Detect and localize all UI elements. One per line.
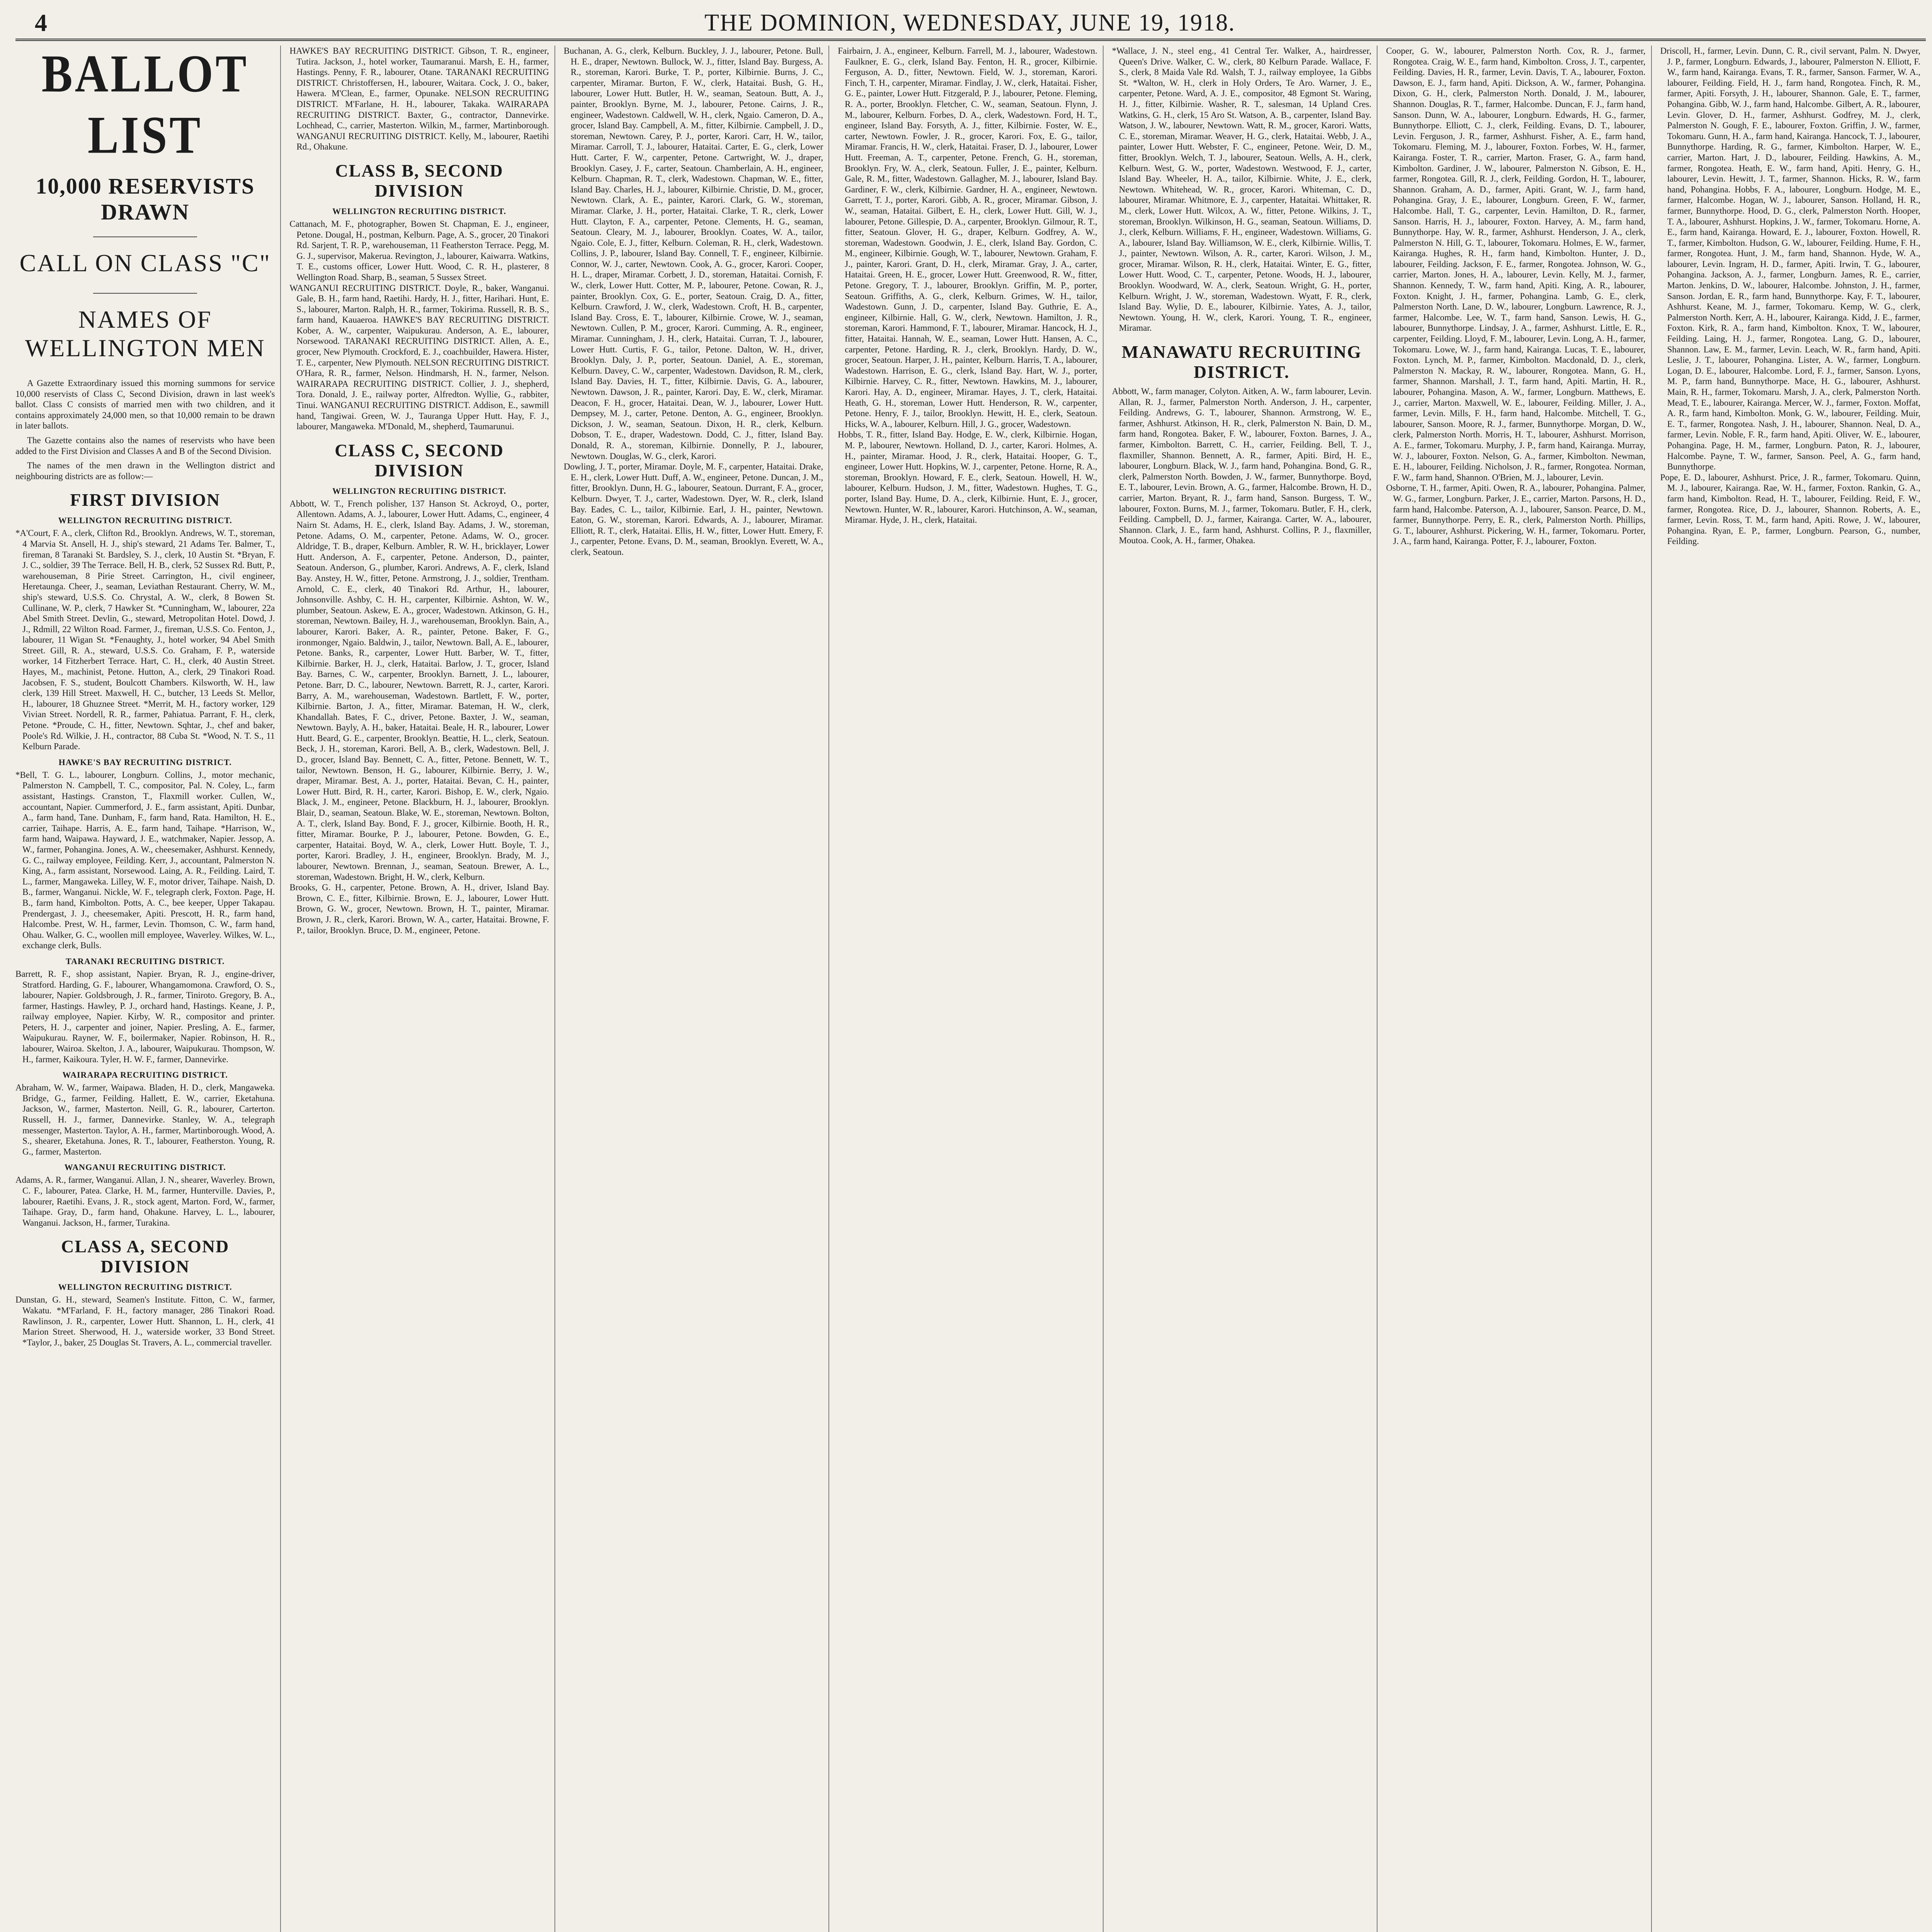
column-3	[564, 46, 829, 1932]
column-1	[15, 46, 281, 1932]
district-heading: WELLINGTON RECRUITING DISTRICT.	[58, 515, 232, 526]
class-b-heading: CLASS B, SECOND DIVISION	[335, 160, 503, 201]
names-list: Dunstan, G. H., steward, Seamen's Institute. Fitton, C. W., farmer, Wakatu. *M'Farland, F. H., factory manager, 286 Tinakori Road. Rawlinson, J. R., carpenter, Lower Hutt. Shannon, L. H., clerk, 41 Marion Street. Sherwood, H. J., waterside worker, 33 Bond Street. *Taylor, J., baker, 25 Douglas St. Travers, A. L., commercial traveller.	[15, 1295, 275, 1347]
names-list: Abbott, W. T., French polisher, 137 Hanson St. Ackroyd, O., porter, Allentown. Adams, A. J., labourer, Lower Hutt. Adams, C., engineer, 4 Nairn St. Adams, H. E., clerk, Island Bay. Adams, J. W., storeman, Petone. Adams, O. M., carpenter, Petone. Adams, W. O., grocer. Aldridge, T. B., draper, Kelburn. Ambler, R. W. H., bricklayer, Lower Hutt. Anderson, A. F., carpenter, Petone. Anderson, D., painter, Seatoun. Anderson, G., plumber, Karori. Andrews, A. F., clerk, Island Bay. Anstey, H. W., fitter, Petone. Armstrong, J. J., soldier, Trentham. Arnold, C. E., clerk, 40 Tinakori Rd. Arthur, H., labourer, Johnsonville. Ashby, C. H. H., carpenter, Kilbirnie. Ashton, W. W., plumber, Seatoun. Askew, E. A., grocer, Wadestown. Atkinson, G. H., storeman, Newtown. Bailey, H. J., warehouseman, Brooklyn. Bain, A., labourer, Karori. Baker, A. R., painter, Petone. Baker, F. G., ironmonger, Ngaio. Baldwin, J., tailor, Newtown. Ball, A. E., labourer, Petone. Banks, R., carpenter, Lower Hutt. Barber, W. T., fitter, Kilbirnie. Barker, H. J., clerk, Hataitai. Barlow, J. T., grocer, Island Bay. Barnes, C. W., carpenter, Brooklyn. Barnett, J. L., labourer, Petone. Barr, D. C., labourer, Newtown. Barrett, R. J., carter, Karori. Barry, A. M., warehouseman, Wadestown. Bartlett, F. W., porter, Kilbirnie. Barton, J. A., fitter, Miramar. Bateman, H. W., clerk, Khandallah. Bates, F. C., driver, Petone. Baxter, J. W., seaman, Newtown. Bayly, A. H., baker, Hataitai. Beale, H. R., labourer, Lower Hutt. Beard, G. E., carpenter, Brooklyn. Beattie, H. L., clerk, Seatoun. Beck, J. H., storeman, Karori. Bell, A. B., clerk, Wadestown. Bell, J. D., grocer, Island Bay. Bennett, C. A., fitter, Petone. Bennett, W. T., tailor, Newtown. Benson, H. G., labourer, Kilbirnie. Berry, J. W., draper, Miramar. Best, A. J., porter, Hataitai. Bevan, C. H., painter, Lower Hutt. Bird, R. H., carter, Karori. Bishop, E. W., clerk, Ngaio. Black, J. M., engineer, Petone. Blackburn, H. J., labourer, Brooklyn. Blair, D., seaman, Seatoun. Blake, W. E., storeman, Newtown. Bolton, A. T., clerk, Island Bay. Bond, F. J., grocer, Kilbirnie. Booth, H. R., fitter, Miramar. Bourke, P. J., labourer, Petone. Bowden, G. E., carpenter, Hataitai. Boyd, W. A., clerk, Lower Hutt. Boyle, T. J., porter, Karori. Bradley, J. H., engineer, Brooklyn. Brady, M. J., labourer, Newtown. Brennan, J., seaman, Seatoun. Brewer, A. L., storeman, Wadestown. Bright, H. W., clerk, Kelburn.	[289, 498, 549, 882]
district-heading: WELLINGTON RECRUITING DISTRICT.	[58, 1282, 232, 1292]
column-4	[838, 46, 1103, 1932]
names-list: Osborne, T. H., farmer, Apiti. Owen, R. A., labourer, Pohangina. Palmer, W. G., farmer, Longburn. Parker, J. E., carrier, Marton. Parsons, H. D., farm hand, Halcombe. Paterson, A. J., labourer, Sanson. Pearce, D. M., farmer, Bunnythorpe. Perry, E. R., clerk, Palmerston North. Phillips, G. T., labourer, Ashhurst. Pickering, W. H., farmer, Tokomaru. Porter, J. A., farm hand, Kairanga. Potter, F. J., labourer, Foxton.	[1386, 483, 1646, 546]
district-heading: WELLINGTON RECRUITING DISTRICT.	[332, 486, 507, 496]
masthead	[23, 5, 1917, 39]
district-heading: WAIRARAPA RECRUITING DISTRICT.	[62, 1070, 228, 1080]
manawatu-district-heading: MANAWATU RECRUITING DISTRICT.	[1121, 342, 1362, 382]
district-heading: HAWKE'S BAY RECRUITING DISTRICT.	[58, 757, 232, 767]
names-list: *Bell, T. G. L., labourer, Longburn. Collins, J., motor mechanic, Palmerston N. Campbell, T. C., compositor, Pal. N. Coley, L., farm assistant, Hastings. Cranston, T., Flaxmill worker. Cullen, W., accountant, Napier. Cummerford, J. E., farm assistant, Apiti. Dunbar, A., farm hand, Tane. Dunham, F., farm hand, Rata. Hamilton, H. E., carrier, Taihape. Harris, A. E., farm hand, Taihape. *Harrison, W., farm hand, Waipawa. Hayward, J. E., watchmaker, Napier. Jessop, A. W., farmer, Pohangina. Jones, A. W., cheesemaker, Ashhurst. Kennedy, G. C., railway employee, Feilding. Kerr, J., accountant, Palmerston N. King, A., farm assistant, Norsewood. Laing, A. R., Feilding. Laird, T. L., farmer, Mangaweka. Lilley, W. F., motor driver, Taihape. Naish, D. B., farmer, Wanganui. Nickle, W. F., telegraph clerk, Foxton. Page, H. B., farm hand, Kimbolton. Potts, A. C., bee keeper, Upper Takapau. Prendergast, J. J., cheesemaker, Apiti. Prescott, H. R., farm hand, Halcombe. Prest, W. H., farmer, Levin. Thomson, C. W., farm hand, Ohau. Walker, G. C., woollen mill employee, Waverley. Wilkes, W. L., exchange clerk, Bulls.	[15, 770, 275, 951]
names-list: Cooper, G. W., labourer, Palmerston North. Cox, R. J., farmer, Rongotea. Craig, W. E., farm hand, Kimbolton. Cross, J. T., carpenter, Feilding. Davies, H. R., farmer, Levin. Davis, T. A., labourer, Foxton. Dawson, E. J., farm hand, Apiti. Dickson, A. W., farmer, Pohangina. Dixon, G. H., clerk, Palmerston North. Donald, J. M., labourer, Shannon. Douglas, R. T., farmer, Halcombe. Duncan, F. J., farm hand, Sanson. Dunn, W. A., labourer, Longburn. Edwards, H. G., farmer, Bunnythorpe. Elliott, C. J., clerk, Feilding. Evans, D. T., labourer, Levin. Ferguson, J. R., farmer, Ashhurst. Fisher, A. E., farm hand, Tokomaru. Fleming, M. J., labourer, Foxton. Forbes, W. H., farmer, Kairanga. Foster, T. R., carrier, Marton. Fraser, G. A., farm hand, Kimbolton. Gardiner, J. W., labourer, Palmerston N. Gibson, E. H., farmer, Rongotea. Gill, R. J., clerk, Feilding. Gordon, H. T., labourer, Shannon. Graham, A. D., farmer, Apiti. Grant, W. J., farm hand, Pohangina. Gray, J. E., labourer, Longburn. Green, F. W., farmer, Halcombe. Hall, T. G., carpenter, Levin. Hamilton, D. R., farmer, Sanson. Harris, H. J., labourer, Foxton. Harvey, A. M., farm hand, Bunnythorpe. Hay, W. R., farmer, Ashhurst. Henderson, J. A., clerk, Palmerston N. Hill, G. T., labourer, Tokomaru. Holmes, E. W., farmer, Kairanga. Hughes, R. H., farm hand, Kimbolton. Hunter, J. D., labourer, Feilding. Jackson, F. E., farmer, Rongotea. Johnson, W. G., carrier, Marton. Jones, H. A., labourer, Levin. Kelly, M. J., farmer, Shannon. Kennedy, T. W., farm hand, Apiti. King, A. R., labourer, Foxton. Knight, J. H., farmer, Pohangina. Lamb, G. E., clerk, Palmerston North. Lane, D. W., labourer, Longburn. Lawrence, R. J., farmer, Halcombe. Lee, W. T., farm hand, Sanson. Lewis, H. G., labourer, Bunnythorpe. Lindsay, J. A., farmer, Ashhurst. Little, E. R., carpenter, Feilding. Lloyd, F. M., labourer, Levin. Long, A. H., farmer, Tokomaru. Lowe, W. J., farm hand, Kairanga. Lucas, T. E., labourer, Foxton. Lynch, M. P., farmer, Kimbolton. Macdonald, D. J., clerk, Palmerston N. Mackay, R. W., labourer, Rongotea. Mann, G. H., farmer, Shannon. Marshall, J. T., farm hand, Apiti. Martin, H. R., labourer, Pohangina. Mason, A. W., farmer, Longburn. Matthews, E. J., carrier, Marton. Maxwell, W. E., labourer, Feilding. Miller, J. A., farmer, Levin. Mills, F. H., farm hand, Halcombe. Mitchell, T. G., labourer, Sanson. Moore, R. J., farmer, Bunnythorpe. Morgan, D. W., clerk, Palmerston North. Morris, H. T., labourer, Ashhurst. Morrison, A. E., farmer, Tokomaru. Murphy, J. P., farm hand, Kairanga. Murray, W. J., labourer, Foxton. Nelson, G. A., farmer, Kimbolton. Newman, E. H., labourer, Feilding. Nicholson, J. R., farmer, Rongotea. Norman, F. W., farm hand, Shannon. O'Brien, M. J., labourer, Levin.	[1386, 46, 1646, 482]
names-list: WANGANUI RECRUITING DISTRICT. Doyle, R., baker, Wanganui. Gale, B. H., farm hand, Raetihi. Hardy, H. J., fitter, Harihari. Hunt, E. S., labourer, Marton. Ralph, H. R., farmer, Tokirima. Russell, R. B. S., farm hand, Kauaeroa. HAWKE'S BAY RECRUITING DISTRICT. Kober, A. W., carpenter, Waipukurau. Anderson, A. E., labourer, Norsewood. TARANAKI RECRUITING DISTRICT. Allen, A. E., grocer, New Plymouth. Crockford, E. J., coachbuilder, Hawera. Hister, T. E., carpenter, New Plymouth. NELSON RECRUITING DISTRICT. O'Hara, R. R., farmer, Nelson. Hindmarsh, H. N., farmer, Nelson. WAIRARAPA RECRUITING DISTRICT. Collier, J. J., shepherd, Tora. Donald, J. E., railway porter, Alfredton. Wyllie, G., rabbiter, Tinui. WANGANUI RECRUITING DISTRICT. Addison, E., sawmill hand, Tangiwai. Green, W. J., Tauranga Upper Hutt. Hay, F. J., labourer, Mangaweka. M'Donald, M., shepherd, Taumarunui.	[289, 283, 549, 432]
names-list: Barrett, R. F., shop assistant, Napier. Bryan, R. J., engine-driver, Stratford. Harding, G. F., labourer, Whangamomona. Crawford, O. S., labourer, Napier. Goldsbrough, J. R., farmer, Tiniroto. Gregory, B. A., farmer, Hastings. Hawley, P. J., orchard hand, Hastings. Keane, J. P., railway employee, Napier. Kirby, W. R., compositor and printer. Peters, H. J., carpenter and joiner, Napier. Presling, A. E., farmer, Waipukurau. Rayner, W. F., boilermaker, Napier. Robinson, H. R., labourer, Wairoa. Skelton, J. A., labourer, Waipukurau. Thompson, W. H., farmer, Kaikoura. Tyler, H. W. F., farmer, Dannevirke.	[15, 969, 275, 1064]
column-6	[1386, 46, 1651, 1932]
names-list: Abraham, W. W., farmer, Waipawa. Bladen, H. D., clerk, Mangaweka. Bridge, G., farmer, Feilding. Hallett, E. W., carrier, Eketahuna. Jackson, W., farmer, Masterton. Neill, G. R., labourer, Carterton. Russell, H. J., farmer, Dannevirke. Stanley, W. A., telegraph messenger, Masterton. Taylor, A. H., farmer, Martinborough. Wood, A. S., shearer, Eketahuna. Jones, R. T., labourer, Featherston. Young, R. G., farmer, Masterton.	[15, 1083, 275, 1156]
class-c-heading: CLASS C, SECOND DIVISION	[335, 440, 504, 480]
reservists-headline: 10,000 RESERVISTS DRAWN	[36, 173, 255, 224]
names-list: Dowling, J. T., porter, Miramar. Doyle, M. F., carpenter, Hataitai. Drake, E. H., clerk, Lower Hutt. Duff, A. W., engineer, Petone. Duncan, J. M., fitter, Brooklyn. Dunn, H. G., labourer, Seatoun. Durrant, F. A., grocer, Kelburn. Dwyer, T. J., carter, Wadestown. Dyer, W. R., clerk, Island Bay. Eades, C. L., tailor, Kilbirnie. Earl, J. H., painter, Newtown. Eaton, G. W., storeman, Karori. Edwards, A. J., labourer, Miramar. Elliott, R. T., clerk, Hataitai. Ellis, H. W., fitter, Lower Hutt. Emery, F. J., carpenter, Petone. Evans, D. M., seaman, Brooklyn. Everett, W. A., clerk, Seatoun.	[563, 462, 823, 557]
names-list: Buchanan, A. G., clerk, Kelburn. Buckley, J. J., labourer, Petone. Bull, H. E., draper, Newtown. Bullock, W. J., fitter, Island Bay. Burgess, A. R., storeman, Karori. Burke, T. P., porter, Kilbirnie. Burns, J. C., carpenter, Miramar. Burton, F. W., clerk, Hataitai. Bush, G. H., labourer, Lower Hutt. Butler, H. W., seaman, Seatoun. Butt, A. J., painter, Brooklyn. Byrne, M. J., labourer, Petone. Cairns, J. R., engineer, Wadestown. Caldwell, W. H., clerk, Ngaio. Cameron, D. A., grocer, Island Bay. Campbell, A. M., fitter, Kilbirnie. Campbell, J. D., storeman, Newtown. Carey, P. J., porter, Karori. Carr, H. W., tailor, Miramar. Carroll, T. J., labourer, Hataitai. Carter, E. G., clerk, Lower Hutt. Carter, F. W., carpenter, Petone. Cartwright, W. J., draper, Brooklyn. Casey, J. F., carter, Seatoun. Chamberlain, A. H., engineer, Kelburn. Chapman, R. T., clerk, Wadestown. Chapman, W. E., fitter, Island Bay. Charles, H. J., labourer, Kilbirnie. Christie, D. M., grocer, Newtown. Clark, A. E., painter, Karori. Clark, G. W., storeman, Miramar. Clarke, J. H., porter, Hataitai. Clarke, T. R., clerk, Lower Hutt. Clayton, F. A., carpenter, Petone. Clements, H. G., seaman, Seatoun. Cleary, M. J., labourer, Brooklyn. Coates, W. A., tailor, Ngaio. Cole, E. J., fitter, Kelburn. Coleman, R. H., clerk, Wadestown. Collins, J. P., labourer, Island Bay. Connell, T. F., engineer, Kilbirnie. Connor, W. J., carter, Newtown. Cook, A. G., grocer, Karori. Cooper, H. L., draper, Miramar. Corbett, J. D., storeman, Hataitai. Cornish, F. W., clerk, Lower Hutt. Cotter, M. P., labourer, Petone. Cowan, R. J., painter, Brooklyn. Cox, G. E., porter, Seatoun. Craig, D. A., fitter, Kelburn. Crawford, J. W., clerk, Wadestown. Croft, H. B., carpenter, Island Bay. Cross, E. T., labourer, Kilbirnie. Crowe, W. J., seaman, Newtown. Cullen, P. M., grocer, Karori. Cumming, A. R., engineer, Miramar. Cunningham, J. H., clerk, Hataitai. Curran, T. J., labourer, Lower Hutt. Curtis, F. G., tailor, Petone. Dalton, W. H., driver, Brooklyn. Daly, J. P., porter, Seatoun. Daniel, A. E., storeman, Kelburn. Davey, C. W., carpenter, Wadestown. Davidson, R. M., clerk, Island Bay. Davies, H. T., fitter, Kilbirnie. Davis, G. A., labourer, Newtown. Dawson, J. R., painter, Karori. Day, E. W., clerk, Miramar. Deacon, F. H., grocer, Hataitai. Dean, W. J., labourer, Lower Hutt. Dempsey, M. J., carter, Petone. Denton, A. G., engineer, Brooklyn. Dickson, J. W., seaman, Seatoun. Dixon, H. R., clerk, Kelburn. Dobson, T. E., draper, Wadestown. Dodd, C. J., fitter, Island Bay. Donald, R. A., storeman, Kilbirnie. Donnelly, P. J., labourer, Newtown. Douglas, W. G., clerk, Karori.	[563, 46, 823, 461]
names-list: Abbott, W., farm manager, Colyton. Aitken, A. W., farm labourer, Levin. Allan, R. J., farmer, Palmerston North. Anderson, J. H., carpenter, Feilding. Andrews, G. T., labourer, Shannon. Armstrong, W. E., farmer, Ashhurst. Atkinson, H. R., clerk, Palmerston N. Bain, D. M., farm hand, Rongotea. Baker, F. W., labourer, Foxton. Barnes, J. A., farmer, Kimbolton. Barrett, C. H., carrier, Feilding. Bell, T. J., flaxmiller, Shannon. Bennett, A. R., farmer, Apiti. Bird, H. E., labourer, Longburn. Black, W. J., farm hand, Pohangina. Bond, G. R., clerk, Palmerston North. Bowden, J. W., farmer, Bunnythorpe. Boyd, E. T., labourer, Levin. Brown, A. G., farmer, Halcombe. Brown, H. D., carrier, Marton. Bryant, R. J., farm hand, Sanson. Burgess, T. W., labourer, Foxton. Burns, M. J., farmer, Tokomaru. Butler, F. H., clerk, Feilding. Campbell, D. J., farmer, Kairanga. Carter, W. A., labourer, Shannon. Clark, J. E., farm hand, Ashhurst. Collins, P. J., flaxmiller, Moutoa. Cook, A. H., farmer, Ohakea.	[1112, 386, 1372, 546]
district-heading: TARANAKI RECRUITING DISTRICT.	[66, 956, 225, 966]
class-a-heading: CLASS A, SECOND DIVISION	[61, 1236, 230, 1277]
names-list: Cattanach, M. F., photographer, Bowen St. Chapman, E. J., engineer, Petone. Dougal, H., postman, Kelburn. Page, A. S., grocer, 20 Tinakori Rd. Sarjent, T. R. P., warehouseman, 11 Featherston Terrace. Pegg, M. G. J., supervisor, Makerua. Revington, J., labourer, Kaiwarra. Watkins, T. E., customs officer, Lower Hutt. Wood, C. R. H., plasterer, 8 Wellington Road. Sharp, B., seaman, 5 Sussex Street.	[289, 219, 549, 282]
district-heading: WANGANUI RECRUITING DISTRICT.	[64, 1162, 226, 1172]
names-list: HAWKE'S BAY RECRUITING DISTRICT. Gibson, T. R., engineer, Tutira. Jackson, J., hotel worker, Taumaranui. Marsh, E. H., farmer, Hastings. Penny, F. R., labourer, Otane. TARANAKI RECRUITING DISTRICT. Christoffersen, H., labourer, Waitara. Cock, J. O., baker, Hawera. M'Clean, E., farmer, Opunake. NELSON RECRUITING DISTRICT. M'Farlane, H. H., labourer, Takaka. WAIRARAPA RECRUITING DISTRICT. Baxter, G., contractor, Dannevirke. Lochhead, C., carrier, Masterton. Wilkin, M., farmer, Martinborough. WANGANUI RECRUITING DISTRICT. Kelly, M., labourer, Raetihi Rd., Ohakune.	[289, 46, 549, 152]
masthead-rule	[15, 39, 1926, 41]
separator	[93, 293, 197, 294]
column-7	[1660, 46, 1926, 1932]
names-list: Fairbairn, J. A., engineer, Kelburn. Farrell, M. J., labourer, Wadestown. Faulkner, E. G., clerk, Island Bay. Fenton, H. R., grocer, Kilbirnie. Ferguson, A. D., fitter, Newtown. Field, W. J., storeman, Karori. Finch, T. H., carpenter, Miramar. Findlay, J. W., clerk, Hataitai. Fisher, G. E., painter, Lower Hutt. Fitzgerald, P. J., labourer, Petone. Fleming, R. A., porter, Brooklyn. Fletcher, C. W., seaman, Seatoun. Flynn, J. M., labourer, Kelburn. Forbes, D. A., clerk, Wadestown. Ford, H. T., engineer, Island Bay. Forsyth, A. J., fitter, Kilbirnie. Foster, W. E., carter, Newtown. Fowler, J. R., grocer, Karori. Fox, E. G., tailor, Miramar. Francis, H. W., clerk, Hataitai. Fraser, D. J., labourer, Lower Hutt. Freeman, A. T., carpenter, Petone. French, G. H., storeman, Brooklyn. Fry, W. A., clerk, Seatoun. Fuller, J. E., painter, Kelburn. Gale, R. M., fitter, Wadestown. Gallagher, M. J., labourer, Island Bay. Gardiner, F. W., clerk, Kilbirnie. Gardner, H. A., engineer, Newtown. Garrett, T. J., porter, Karori. Gibb, A. R., grocer, Miramar. Gibson, J. W., seaman, Hataitai. Gilbert, E. H., clerk, Lower Hutt. Gill, W. J., labourer, Petone. Gillespie, D. A., carpenter, Brooklyn. Gilmour, R. T., fitter, Seatoun. Glover, H. G., draper, Kelburn. Godfrey, A. W., storeman, Wadestown. Goodwin, J. E., clerk, Island Bay. Gordon, C. M., engineer, Kilbirnie. Gough, W. T., labourer, Newtown. Graham, F. J., painter, Karori. Grant, D. H., clerk, Miramar. Gray, J. A., carter, Hataitai. Green, H. E., grocer, Lower Hutt. Greenwood, R. W., fitter, Petone. Gregory, T. J., labourer, Brooklyn. Griffin, M. P., porter, Seatoun. Griffiths, A. G., clerk, Kelburn. Grimes, W. H., tailor, Wadestown. Gunn, J. D., carpenter, Island Bay. Guthrie, E. A., engineer, Kilbirnie. Hall, G. W., clerk, Newtown. Hamilton, J. R., storeman, Karori. Hammond, F. T., labourer, Miramar. Hancock, H. J., fitter, Hataitai. Hannah, W. E., seaman, Lower Hutt. Hansen, A. C., carpenter, Petone. Harding, R. J., clerk, Brooklyn. Hardy, D. W., grocer, Seatoun. Harper, J. H., painter, Kelburn. Harris, T. A., labourer, Wadestown. Harrison, E. G., clerk, Island Bay. Hart, W. J., porter, Kilbirnie. Harvey, C. R., fitter, Newtown. Hawkins, M. J., labourer, Karori. Hay, A. D., engineer, Miramar. Hayes, J. T., clerk, Hataitai. Heath, G. H., storeman, Lower Hutt. Henderson, R. W., carpenter, Petone. Henry, F. J., tailor, Brooklyn. Hewitt, H. E., clerk, Seatoun. Hicks, W. A., labourer, Kelburn. Hill, J. G., grocer, Wadestown.	[838, 46, 1097, 429]
intro-paragraph: The names of the men drawn in the Wellington district and neighbouring districts are as follow:—	[15, 461, 275, 481]
page-number: 4	[35, 9, 47, 36]
ballot-list-headline: BALLOT LIST	[41, 46, 249, 165]
separator	[93, 236, 197, 237]
column-5	[1112, 46, 1378, 1932]
first-division-heading: FIRST DIVISION	[70, 490, 221, 510]
names-list: Brooks, G. H., carpenter, Petone. Brown, A. H., driver, Island Bay. Brown, C. E., fitter, Kilbirnie. Brown, E. J., labourer, Lower Hutt. Brown, G. W., grocer, Newtown. Brown, H. T., painter, Miramar. Brown, J. R., clerk, Karori. Brown, W. A., carter, Hataitai. Browne, F. P., tailor, Brooklyn. Bruce, D. M., engineer, Petone.	[289, 883, 549, 935]
names-headline: NAMES OF WELLINGTON MEN	[25, 306, 265, 362]
names-list: Pope, E. D., labourer, Ashhurst. Price, J. R., farmer, Tokomaru. Quinn, M. J., labourer, Kairanga. Rae, W. H., farmer, Foxton. Rankin, G. A., farm hand, Kimbolton. Read, H. T., labourer, Feilding. Reid, F. W., farmer, Rongotea. Rice, D. J., labourer, Shannon. Roberts, A. E., farmer, Levin. Ross, T. M., farm hand, Apiti. Rowe, J. W., labourer, Pohangina. Ryan, E. P., farmer, Longburn. Pearson, G., number, Feilding.	[1660, 472, 1920, 546]
district-heading: WELLINGTON RECRUITING DISTRICT.	[332, 206, 507, 216]
call-headline: CALL ON CLASS "C"	[19, 249, 271, 277]
names-list: Adams, A. R., farmer, Wanganui. Allan, J. N., shearer, Waverley. Brown, C. F., labourer, Patea. Clarke, H. M., farmer, Hunterville. Davies, P., labourer, Raetihi. Evans, J. R., stock agent, Marton. Ford, W., farmer, Taihape. Gray, D., farm hand, Ohakune. Harvey, L. L., labourer, Wanganui. Jackson, H., farmer, Turakina.	[15, 1175, 275, 1228]
intro-paragraph: A Gazette Extraordinary issued this morning summons for service 10,000 reservists of Class C, Second Division, drawn in last week's ballot. Class C consists of married men with two children, and it contains approximately 24,000 men, so that 10,000 remain to be drawn in later ballots.	[15, 378, 275, 431]
intro-paragraph: The Gazette contains also the names of reservists who have been added to the First Division and Classes A and B of the Second Division.	[15, 435, 275, 456]
names-list: Driscoll, H., farmer, Levin. Dunn, C. R., civil servant, Palm. N. Dwyer, J. P., farmer, Longburn. Edwards, J., labourer, Palmerston N. Elliott, F. W., farm hand, Kairanga. Evans, T. R., farmer, Sanson. Farmer, W. A., labourer, Feilding. Field, H. J., farm hand, Rongotea. Finch, R. M., farmer, Apiti. Forsyth, J. H., labourer, Shannon. Gale, E. T., farmer, Pohangina. Gibb, W. J., farm hand, Halcombe. Gilbert, A. R., labourer, Levin. Glover, D. H., farmer, Ashhurst. Godfrey, M. J., clerk, Palmerston N. Gough, F. E., labourer, Foxton. Griffin, J. W., farmer, Tokomaru. Gunn, H. A., farm hand, Kairanga. Hancock, T. J., labourer, Bunnythorpe. Harding, R. G., farmer, Kimbolton. Harper, W. E., carrier, Marton. Hart, J. D., labourer, Feilding. Hawkins, A. M., farmer, Rongotea. Heath, E. W., farm hand, Apiti. Henry, G. H., labourer, Levin. Hewitt, J. T., farmer, Shannon. Hicks, R. W., farm hand, Pohangina. Hobbs, F. A., labourer, Longburn. Hodge, M. E., farmer, Halcombe. Hogan, W. J., labourer, Sanson. Holland, H. R., farmer, Bunnythorpe. Hood, D. G., clerk, Palmerston North. Hooper, T. A., labourer, Ashhurst. Hopkins, J. W., farmer, Tokomaru. Horne, A. E., farm hand, Kairanga. Howard, E. J., labourer, Foxton. Howell, R. T., farmer, Kimbolton. Hudson, G. W., labourer, Feilding. Hume, F. H., farmer, Rongotea. Hunt, J. M., farm hand, Shannon. Hyde, W. A., labourer, Levin. Ingram, H. D., farmer, Apiti. Irwin, T. G., labourer, Pohangina. Jackson, A. J., farmer, Longburn. James, R. E., carrier, Marton. Jenkins, D. W., labourer, Halcombe. Johnston, J. H., farmer, Sanson. Jordan, E. R., farm hand, Bunnythorpe. Kay, F. T., labourer, Ashhurst. Keane, M. J., farmer, Tokomaru. Kemp, W. G., clerk, Palmerston North. Kerr, A. H., labourer, Kairanga. Kidd, J. E., farmer, Foxton. Kirk, R. A., farm hand, Kimbolton. Knox, T. W., labourer, Feilding. Laing, H. J., farmer, Rongotea. Lang, G. D., labourer, Shannon. Law, E. M., farmer, Levin. Leach, W. R., farm hand, Apiti. Leslie, J. T., labourer, Pohangina. Lister, A. W., farmer, Longburn. Logan, D. E., labourer, Halcombe. Lord, F. J., farmer, Sanson. Lyons, M. P., farm hand, Bunnythorpe. Mace, H. G., labourer, Ashhurst. Main, R. H., farmer, Tokomaru. Marsh, J. A., clerk, Palmerston North. Mead, T. E., labourer, Kairanga. Mercer, W. J., farmer, Foxton. Moffat, A. R., farm hand, Kimbolton. Monk, G. W., labourer, Feilding. Muir, E. T., farmer, Rongotea. Nash, J. H., labourer, Shannon. Neal, D. A., farmer, Levin. Noble, F. R., farm hand, Apiti. Oliver, W. E., labourer, Pohangina. Page, H. M., farmer, Longburn. Paton, R. J., labourer, Halcombe. Payne, T. W., farmer, Sanson. Peel, A. G., farm hand, Bunnythorpe.	[1660, 46, 1920, 472]
newspaper-title: THE DOMINION, WEDNESDAY, JUNE 19, 1918.	[704, 10, 1235, 36]
names-list: Hobbs, T. R., fitter, Island Bay. Hodge, E. W., clerk, Kilbirnie. Hogan, M. P., labourer, Newtown. Holland, D. J., carter, Karori. Holmes, A. H., painter, Miramar. Hood, J. R., clerk, Hataitai. Hooper, G. T., engineer, Lower Hutt. Hopkins, W. J., carpenter, Petone. Horne, R. A., storeman, Brooklyn. Howard, F. E., clerk, Seatoun. Howell, H. W., labourer, Kelburn. Hudson, J. M., fitter, Wadestown. Hughes, T. G., porter, Island Bay. Hume, D. A., clerk, Kilbirnie. Hunt, E. J., grocer, Newtown. Hunter, W. R., labourer, Karori. Hutchinson, A. W., seaman, Miramar. Hyde, J. H., clerk, Hataitai.	[838, 430, 1097, 525]
page-columns	[15, 46, 1926, 1932]
column-2	[289, 46, 555, 1932]
names-list: *Wallace, J. N., steel eng., 41 Central Ter. Walker, A., hairdresser, Queen's Drive. Walker, C. W., clerk, 80 Kelburn Parade. Wallace, F. S., clerk, 8 Maida Vale Rd. Walsh, T. J., railway employee, 1a Gibbs St. *Walton, W. H., clerk in Holy Orders, Te Aro. Warner, J. E., carpenter, Petone. Ward, A. J. E., compositor, 48 Egmont St. Waring, H. J., fitter, Kilbirnie. Washer, R. T., salesman, 14 Upland Cres. Watkins, G. H., clerk, 15 Aro St. Watson, A. B., carpenter, Island Bay. Watson, J. W., labourer, Newtown. Watt, R. M., grocer, Karori. Watts, C. E., storeman, Miramar. Weaver, H. G., clerk, Hataitai. Webb, J. A., painter, Lower Hutt. Webster, F. C., engineer, Petone. Weir, D. M., fitter, Brooklyn. Welch, T. J., labourer, Seatoun. Wells, A. H., clerk, Kelburn. West, G. W., porter, Wadestown. Westwood, F. J., carter, Island Bay. Wheeler, H. A., tailor, Kilbirnie. White, J. E., clerk, Newtown. Whitehead, W. R., grocer, Karori. Whiteman, C. D., labourer, Miramar. Whitmore, E. J., carpenter, Hataitai. Whittaker, R. M., clerk, Lower Hutt. Wilcox, A. W., fitter, Petone. Wilkins, J. T., storeman, Brooklyn. Wilkinson, H. G., seaman, Seatoun. Williams, D. J., clerk, Kelburn. Williams, F. H., engineer, Wadestown. Williams, G. A., labourer, Island Bay. Williamson, W. E., clerk, Kilbirnie. Willis, T. J., painter, Newtown. Wilson, A. R., carter, Karori. Wilson, J. M., grocer, Miramar. Wilson, R. H., clerk, Hataitai. Winter, E. G., fitter, Lower Hutt. Wood, C. T., carpenter, Petone. Woods, H. J., labourer, Brooklyn. Woodward, W. A., clerk, Seatoun. Wright, G. H., porter, Kelburn. Wright, J. W., storeman, Wadestown. Wyatt, F. R., clerk, Island Bay. Wylie, D. E., labourer, Kilbirnie. Yates, A. J., tailor, Newtown. Young, H. W., clerk, Karori. Young, T. R., engineer, Miramar.	[1112, 46, 1372, 333]
names-list: *A'Court, F. A., clerk, Clifton Rd., Brooklyn. Andrews, W. T., storeman, 4 Marvia St. Ansell, H. J., ship's steward, 21 Adams Ter. Balmer, T., fireman, 8 Taranaki St. Bardsley, S. J., clerk, 10 Austin St. *Bryan, F. J. C., soldier, 39 The Terrace. Bell, H. B., clerk, 52 Sussex Rd. Butt, P., warehouseman, 8 Pirie Street. Carrington, H., civil engineer, Heretaunga. Cheer, J., seaman, Leviathan Restaurant. Cherry, W. M., ship's steward, U.S.S. Co. Chrystal, A. W., clerk, 8 Bowen St. Cullinane, W. P., clerk, 7 Hawker St. *Cunningham, W., labourer, 22a Abel Smith Street. Devlin, G., steward, Metropolitan Hotel. Dowd, J. J., Rdmill, 22 Wilton Road. Farmer, J., fireman, U.S.S. Co. Fenton, J., labourer, 11 Wigan St. *Fenaughty, J., hotel worker, 94 Abel Smith Street. Gill, R. A., steward, U.S.S. Co. Graham, F. P., waterside worker, 14 Fitzherbert Terrace. Hart, C. H., clerk, 40 Austin Street. Hayes, M., machinist, Petone. Hutton, A., clerk, 29 Tinakori Road. Jacobsen, F. S., student, Boulcott Chambers. Kilsworth, W. H., law clerk, 139 Hill Street. Maxwell, H. C., butcher, 13 Leeds St. Mellor, H., labourer, 18 Ghuznee Street. *Merrit, M. H., factory worker, 129 Vivian Street. Nordell, R. R., farmer, Pahiatua. Parrant, F. H., clerk, Petone. *Proude, C. H., fitter, Newtown. Sqhtar, J., chef and baker, Poole's Rd. Wilkie, J. H., contractor, 88 Cuba St. *Wood, N. T. S., 11 Kelburn Parade.	[15, 528, 275, 752]
